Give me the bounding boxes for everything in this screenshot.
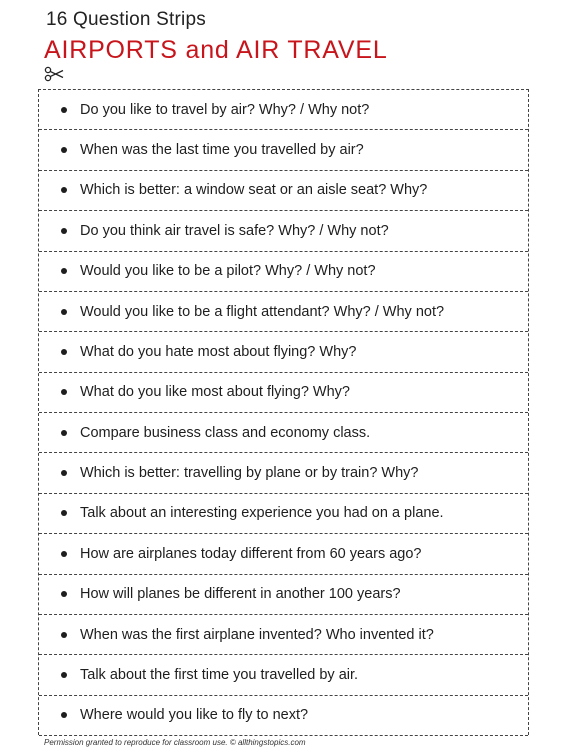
question-text: Which is better: a window seat or an aisle seat? Why? [80, 182, 428, 199]
copyright-footer: Permission granted to reproduce for classroom use. © allthingstopics.com [44, 738, 306, 747]
question-strip [39, 90, 528, 130]
bullet-icon [61, 107, 67, 113]
question-strip [39, 655, 528, 695]
worksheet-title: AIRPORTS and AIR TRAVEL [44, 36, 388, 64]
bullet-icon [61, 632, 67, 638]
bullet-icon [61, 470, 67, 476]
question-text: When was the first airplane invented? Who invented it? [80, 626, 434, 643]
question-strip [39, 130, 528, 170]
question-text: How are airplanes today different from 60 years ago? [80, 545, 422, 562]
question-strip [39, 373, 528, 413]
question-strip [39, 696, 528, 736]
question-strip [39, 171, 528, 211]
question-strip [39, 494, 528, 534]
bullet-icon [61, 672, 67, 678]
bullet-icon [61, 147, 67, 153]
question-text: Talk about an interesting experience you had on a plane. [80, 505, 444, 522]
question-text: What do you like most about flying? Why? [80, 384, 350, 401]
question-text: Would you like to be a flight attendant? Why? / Why not? [80, 303, 445, 320]
question-text: When was the last time you travelled by air? [80, 142, 364, 159]
question-strips [38, 89, 529, 735]
bullet-icon [61, 712, 67, 718]
question-strip [39, 453, 528, 493]
bullet-icon [61, 187, 67, 193]
question-strip [39, 413, 528, 453]
bullet-icon [61, 389, 67, 395]
question-strip [39, 252, 528, 292]
question-text: What do you hate most about flying? Why? [80, 343, 357, 360]
question-strip [39, 211, 528, 251]
question-strip [39, 534, 528, 574]
bullet-icon [61, 551, 67, 557]
question-text: Which is better: travelling by plane or by train? Why? [80, 465, 419, 482]
scissors-icon [44, 66, 66, 82]
question-strip [39, 615, 528, 655]
question-text: Would you like to be a pilot? Why? / Why not? [80, 263, 376, 280]
bullet-icon [61, 268, 67, 274]
bullet-icon [61, 430, 67, 436]
question-text: Do you think air travel is safe? Why? / Why not? [80, 222, 389, 239]
bullet-icon [61, 228, 67, 234]
question-text: Talk about the first time you travelled by air. [80, 666, 359, 683]
question-strip [39, 332, 528, 372]
question-strip [39, 575, 528, 615]
bullet-icon [61, 591, 67, 597]
question-text: Do you like to travel by air? Why? / Why not? [80, 101, 370, 118]
bullet-icon [61, 309, 67, 315]
question-text: Compare business class and economy class. [80, 424, 371, 441]
question-text: How will planes be different in another 100 years? [80, 586, 401, 603]
worksheet-subtitle: 16 Question Strips [46, 9, 206, 30]
question-text: Where would you like to fly to next? [80, 707, 309, 724]
bullet-icon [61, 510, 67, 516]
bullet-icon [61, 349, 67, 355]
question-strip [39, 292, 528, 332]
